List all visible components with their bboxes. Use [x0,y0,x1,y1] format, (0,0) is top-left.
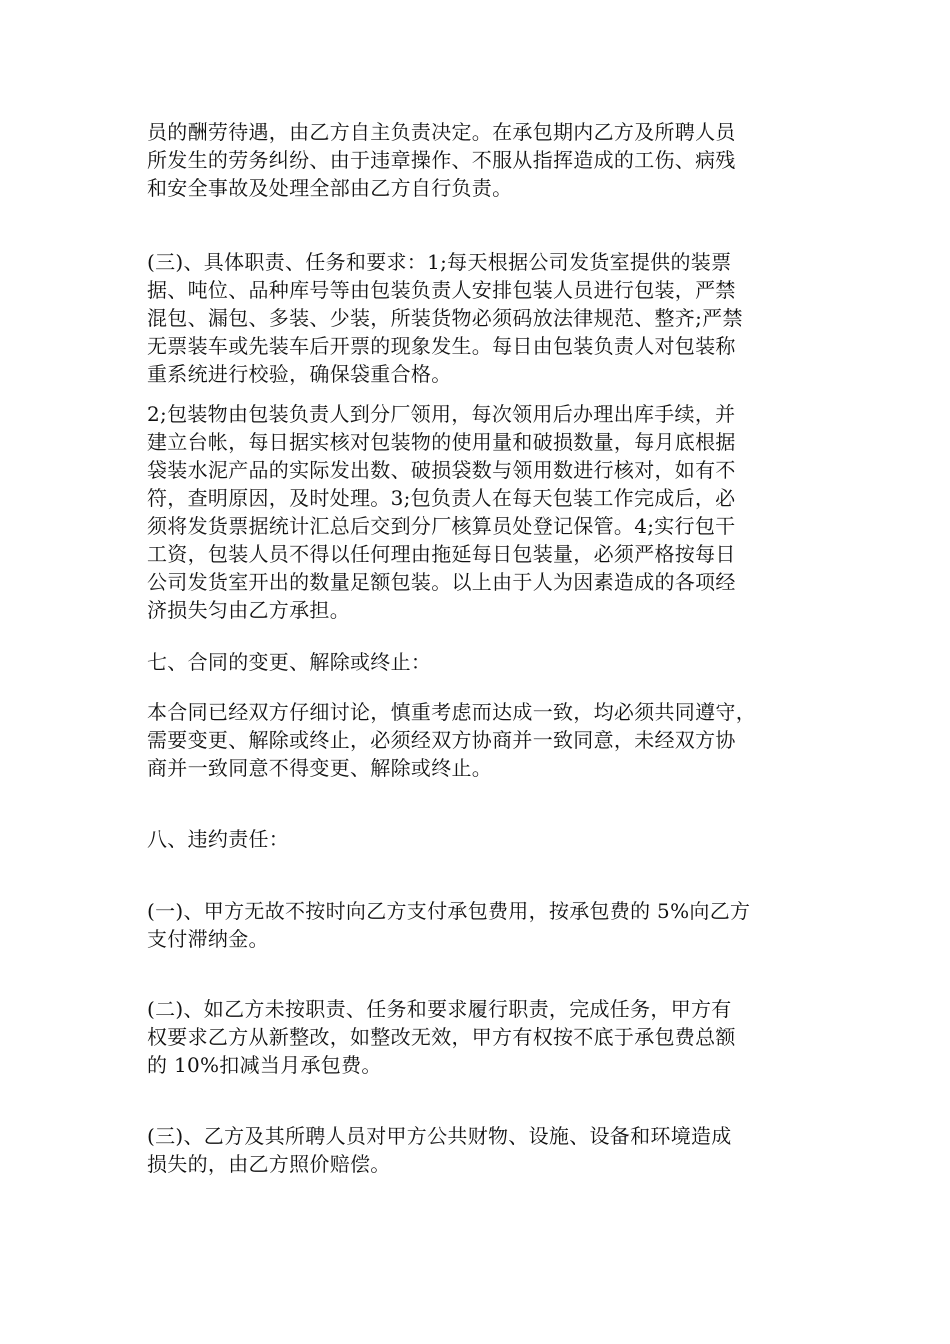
section-heading-contract-change [147,648,817,676]
text-line: 的 10%扣减当月承包费。 [147,1053,382,1077]
text-line: 本合同已经双方仔细讨论，慎重考虑而达成一致，均必须共同遵守， [147,700,756,724]
paragraph-duties-3 [147,248,817,388]
paragraph-contract-change [147,698,817,782]
text-line: (一)、甲方无故不按时向乙方支付承包费用，按承包费的 5%向乙方 [147,899,751,923]
text-line: 商并一致同意不得变更、解除或终止。 [147,756,493,780]
text-line: 所发生的劳务纠纷、由于违章操作、不服从指挥造成的工伤、病残 [147,148,736,172]
text-line: 公司发货室开出的数量足额包装。以上由于人为因素造成的各项经 [147,570,736,594]
text-line: (二)、如乙方未按职责、任务和要求履行职责，完成任务，甲方有 [147,997,732,1021]
text-line: 需要变更、解除或终止，必须经双方协商并一致同意，未经双方协 [147,728,736,752]
text-line: 和安全事故及处理全部由乙方自行负责。 [147,176,513,200]
text-line: 须将发货票据统计汇总后交到分厂核算员处登记保管。4;实行包干 [147,514,736,538]
text-line: 损失的，由乙方照价赔偿。 [147,1152,391,1176]
text-line: 员的酬劳待遇，由乙方自主负责决定。在承包期内乙方及所聘人员 [147,120,736,144]
text-line: 权要求乙方从新整改，如整改无效，甲方有权按不底于承包费总额 [147,1025,736,1049]
text-line: 混包、漏包、多装、少装，所装货物必须码放法律规范、整齐;严禁 [147,306,743,330]
text-line: 八、违约责任： [147,827,290,851]
text-line: 支付滞纳金。 [147,927,269,951]
text-line: 符，查明原因，及时处理。3;包负责人在每天包装工作完成后，必 [147,486,736,510]
paragraph-labor-remuneration [147,118,817,202]
paragraph-breach-2 [147,995,817,1079]
paragraph-breach-1 [147,897,817,953]
text-line: 袋装水泥产品的实际发出数、破损袋数与领用数进行核对，如有不 [147,458,736,482]
text-line: 济损失匀由乙方承担。 [147,598,350,622]
text-line: 无票装车或先装车后开票的现象发生。每日由包装负责人对包装称 [147,334,736,358]
text-line: 重系统进行校验，确保袋重合格。 [147,362,452,386]
text-line: 据、吨位、品种库号等由包装负责人安排包装人员进行包装，严禁 [147,278,736,302]
text-line: 工资，包装人员不得以任何理由拖延每日包装量，必须严格按每日 [147,542,736,566]
text-line: 七、合同的变更、解除或终止： [147,650,432,674]
paragraph-breach-3 [147,1122,817,1178]
text-line: 2;包装物由包装负责人到分厂领用，每次领用后办理出库手续，并 [147,402,736,426]
text-line: 建立台帐，每日据实核对包装物的使用量和破损数量，每月底根据 [147,430,736,454]
text-line: (三)、具体职责、任务和要求：1;每天根据公司发货室提供的装票 [147,250,732,274]
section-heading-breach-liability [147,825,817,853]
text-line: (三)、乙方及其所聘人员对甲方公共财物、设施、设备和环境造成 [147,1124,732,1148]
paragraph-packaging-materials [147,400,817,624]
